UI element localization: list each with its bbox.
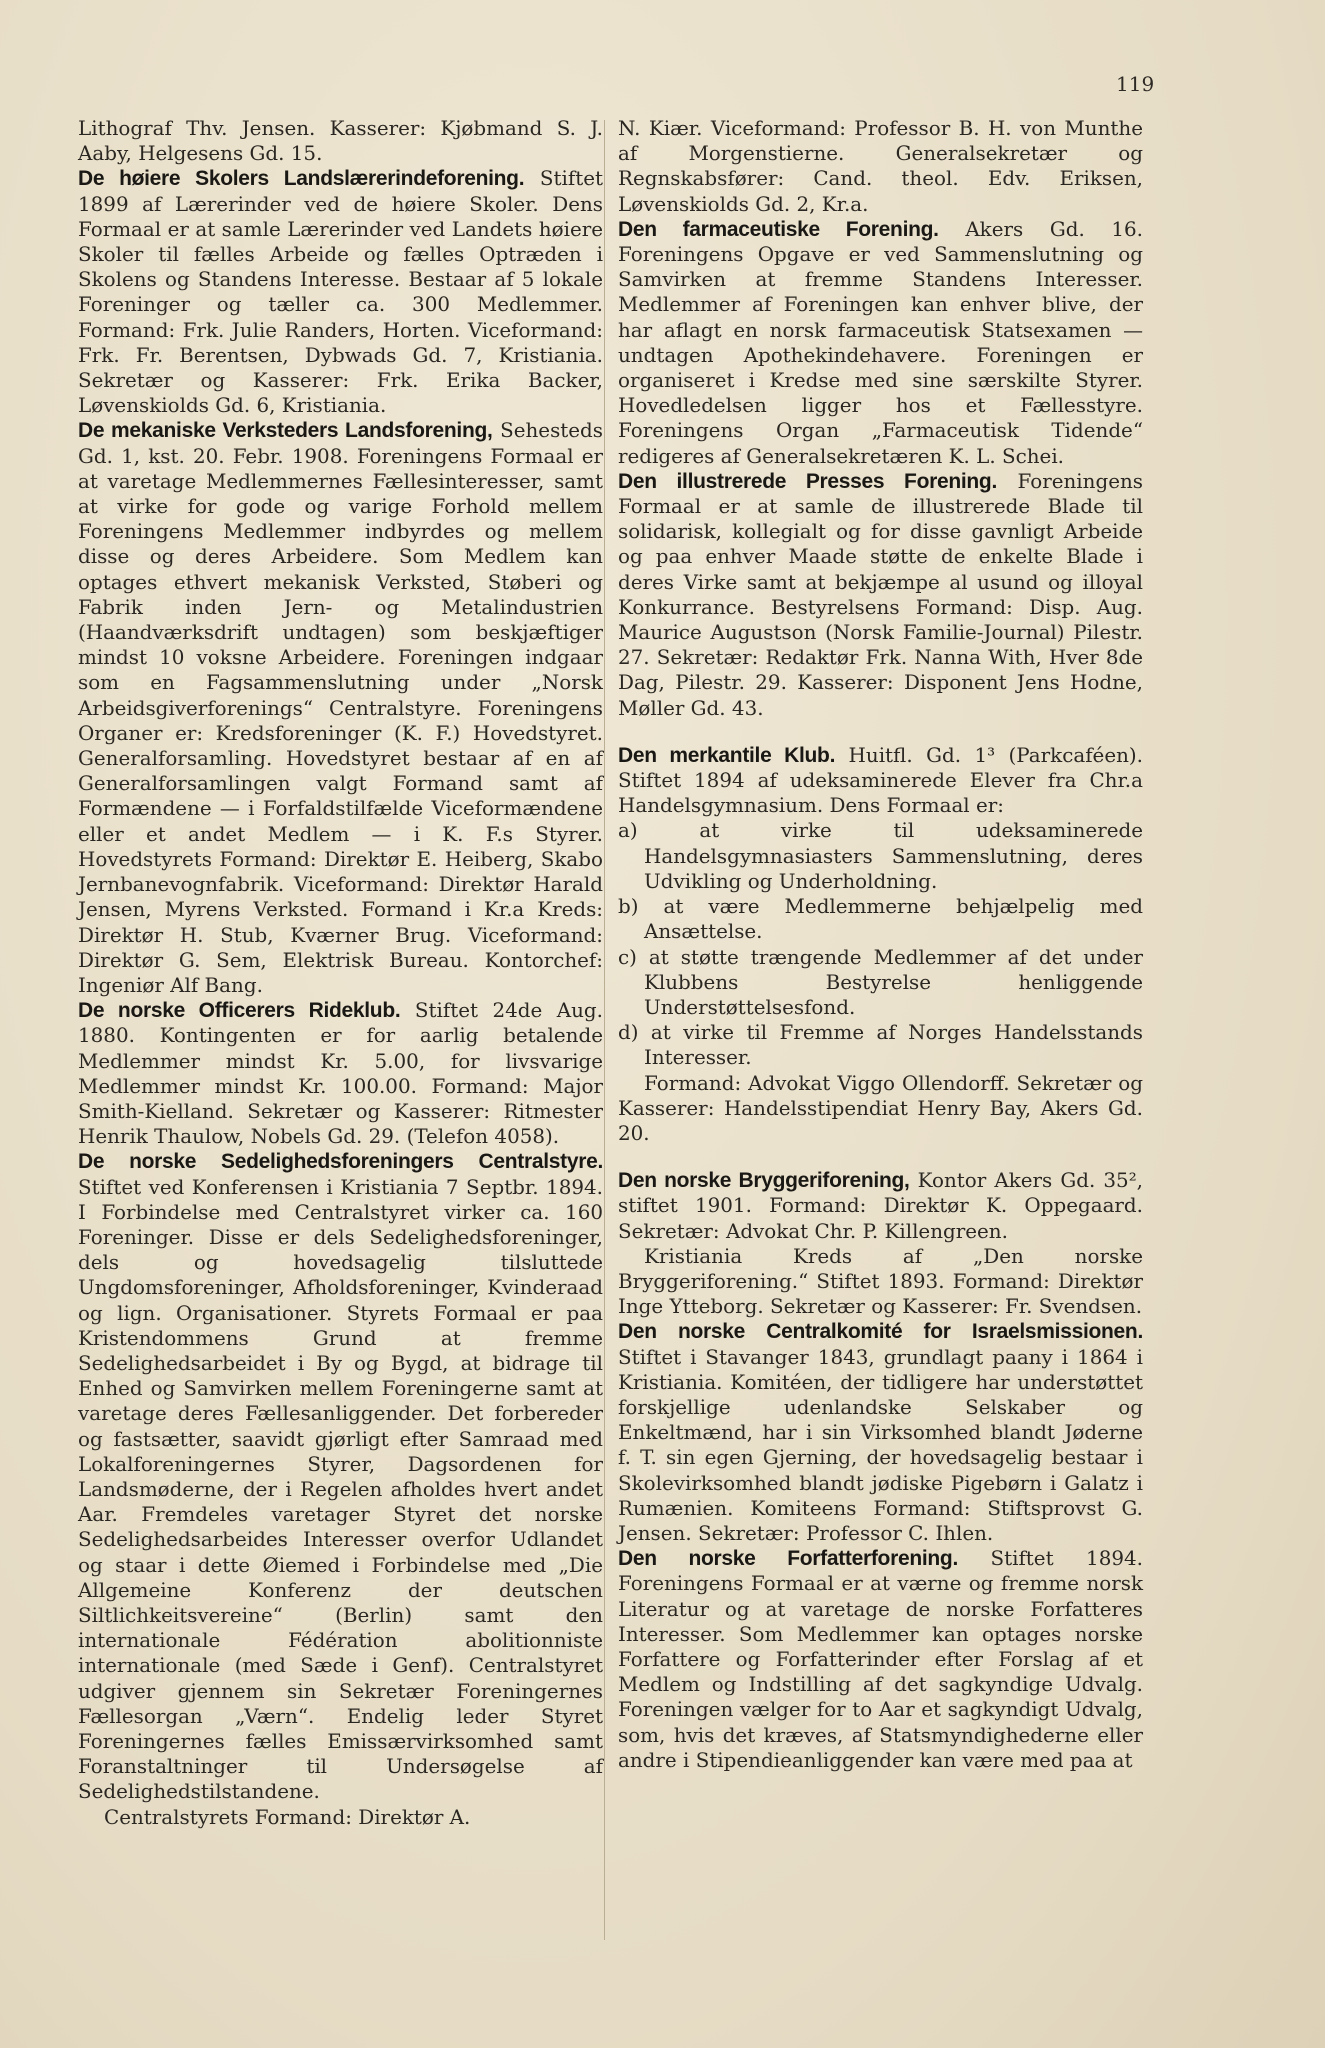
entry-heading: Den norske Forfatterforening. [618, 1547, 958, 1571]
paragraph: Centralstyrets Formand: Direktør A. [104, 1805, 471, 1829]
entry-heading: De norske Sedelighedsforeningers Centralstyre. [78, 1150, 603, 1174]
entry-forfatterforening [618, 1546, 1143, 1773]
entry-heading: Den farmaceutiske Forening. [618, 217, 939, 241]
entry-heading: De mekaniske Verksteders Landsforening, [78, 419, 493, 443]
entry-farmaceutiske-forening [618, 217, 1143, 469]
page-number: 119 [1116, 72, 1155, 96]
entry-body: Akers Gd. 16. Foreningens Opgave er ved Sammenslutning og Samvirken at fremme Standens Interesser. Medlemmer af Foreningen kan enhver blive, der har aflagt en norsk farmaceutisk Statsexamen — undtagen Apothekindehavere. Foreningen er organiseret i Kredse med sine særskilte Styrer. Hovedledelsen ligger hos et Fællesstyre. Foreningens Organ „Farmaceutisk Tidende“ redigeres af Generalsekretæren K. L. Schei. [618, 217, 1144, 468]
entry-officerers-rideklub [78, 998, 603, 1149]
entry-bryggeriforening [618, 1168, 1143, 1244]
list-item: b) at være Medlemmerne behjælpelig med Ansættelse. [618, 895, 1143, 944]
entry-heading: De høiere Skolers Landslærerindeforening. [78, 167, 525, 191]
entry-body: Stiftet 1899 af Lærerinder ved de høiere Skoler. Dens Formaal er at samle Lærerinder ved Landets høiere Skoler til fælles Arbeide og fælles Optræden i Skolens og Standens Interesse. Bestaar af 5 lokale Foreninger og tæller ca. 300 Medlemmer. Formand: Frk. Julie Randers, Horten. Viceformand: Frk. Fr. Berentsen, Dybwads Gd. 7, Kristiania. Sekretær og Kasserer: Frk. Erika Backer, Løvenskiolds Gd. 6, Kristiania. [78, 167, 603, 418]
entry-illustrerede-presses [618, 469, 1143, 721]
entry-body: Foreningens Formaal er at samle de illustrerede Blade til solidarisk, kollegialt og for disse gavnligt Arbeide og paa enhver Maade støtte de enkelte Blade i deres Virke samt at bekjæmpe al usund og illoyal Konkurrance. Bestyrelsens Formand: Disp. Aug. Maurice Augustson (Norsk Familie-Journal) Pilestr. 27. Sekretær: Redaktør Frk. Nanna With, Hver 8de Dag, Pilestr. 29. Kasserer: Disponent Jens Hodne, Møller Gd. 43. [618, 469, 1143, 720]
entry-heading: Den illustrerede Presses Forening. [618, 469, 997, 493]
entry-body: Stiftet ved Konferensen i Kristiania 7 Septbr. 1894. I Forbindelse med Centralstyret virker ca. 160 Foreninger. Disse er dels Sedelighedsforeninger, dels og hovedsagelig tilsluttede Ungdomsforeninger, Afholdsforeninger, Kvinderaad og lign. Organisationer. Styrets Formaal er paa Kristendommens Grund at fremme Sedelighedsarbeidet i By og Bygd, at bidrage til Enhed og Samvirken mellem Foreningerne samt at varetage deres Fællesanliggender. Det forbereder og fastsætter, saavidt gjørligt efter Samraad med Lokalforeningernes Styrer, Dagsordenen for Landsmøderne, der i Regelen afholdes hvert andet Aar. Fremdeles varetager Styret det norske Sedelighedsarbeides Interesser overfor Udlandet og staar i dette Øiemed i Forbindelse med „Die Allgemeine Konferenz der deutschen Siltlichkeitsvereine“ (Berlin) samt den internationale Fédération abolitionniste internationale (med Sæde i Genf). Centralstyret udgiver gjennem sin Sekretær Foreningernes Fællesorgan „Værn“. Endelig leder Styret Foreningernes fælles Emissærvirksomhed samt Foranstaltninger til Undersøgelse af Sedelighedstilstandene. [78, 1175, 603, 1804]
left-column [78, 116, 603, 1830]
entry-heading: Den norske Bryggeriforening, [618, 1169, 910, 1193]
entry-sedelighedsforeninger [78, 1149, 603, 1804]
paragraph: Lithograf Thv. Jensen. Kasserer: Kjøbmand S. J. Aaby, Helgesens Gd. 15. [78, 117, 603, 166]
entry-merkantile-klub [618, 743, 1143, 819]
entry-body: Stiftet 24de Aug. 1880. Kontingenten er for aarlig betalende Medlemmer mindst Kr. 5.00, for livsvarige Medlemmer mindst Kr. 100.00. Formand: Major Smith-Kielland. Sekretær og Kasserer: Ritmester Henrik Thaulow, Nobels Gd. 29. (Telefon 4058). [78, 999, 603, 1149]
paragraph: N. Kiær. Viceformand: Professor B. H. von Munthe af Morgenstierne. Generalsekretær og Regnskabsfører: Cand. theol. Edv. Eriksen, Løvenskiolds Gd. 2, Kr.a. [618, 117, 1143, 216]
list-item: a) at virke til udeksaminerede Handelsgymnasiasters Sammenslutning, deres Udvikling og Underholdning. [618, 819, 1143, 893]
entry-body: Stiftet 1894. Foreningens Formaal er at værne og fremme norsk Literatur og at varetage de norske Forfatteres Interesser. Som Medlemmer kan optages norske Forfattere og Forfatterinder efter Forslag af et Medlem og Indstilling af det sagkyndige Udvalg. Foreningen vælger for to Aar et sagkyndigt Udvalg, som, hvis det kræves, af Statsmyndighederne eller andre i Stipendieanliggender kan være med paa at [618, 1547, 1143, 1772]
entry-israelsmissionen [618, 1319, 1143, 1546]
list-item: d) at virke til Fremme af Norges Handelsstands Interesser. [618, 1021, 1143, 1070]
paragraph: Kristiania Kreds af „Den norske Bryggeriforening.“ Stiftet 1893. Formand: Direktør Inge Ytteborg. Sekretær og Kasserer: Fr. Svendsen. [618, 1244, 1143, 1319]
right-column [618, 116, 1143, 1773]
entry-body: Sehesteds Gd. 1, kst. 20. Febr. 1908. Foreningens Formaal er at varetage Medlemmernes Fællesinteresser, samt at virke for gode og varige Forhold mellem Foreningens Medlemmer indbyrdes og mellem disse og deres Arbeidere. Som Medlem kan optages ethvert mekanisk Verksted, Støberi og Fabrik inden Jern- og Metalindustrien (Haandværksdrift undtagen) som beskjæftiger mindst 10 voksne Arbeidere. Foreningen indgaar som en Fagsammenslutning under „Norsk Arbeidsgiverforenings“ Centralstyre. Foreningens Organer er: Kredsforeninger (K. F.) Hovedstyret. Generalforsamling. Hovedstyret bestaar af en af Generalforsamlingen valgt Formand samt af Formændene — i Forfaldstilfælde Viceformændene eller et andet Medlem — i K. F.s Styrer. Hovedstyrets Formand: Direktør E. Heiberg, Skabo Jernbanevognfabrik. Viceformand: Direktør Harald Jensen, Myrens Verksted. Formand i Kr.a Kreds: Direktør H. Stub, Kværner Brug. Viceformand: Direktør G. Sem, Elektrisk Bureau. Kontorchef: Ingeniør Alf Bang. [78, 419, 603, 997]
entry-heading: Den merkantile Klub. [618, 743, 836, 767]
entry-mekaniske-verksteder [78, 418, 603, 998]
column-divider [604, 120, 605, 1940]
entry-heading: De norske Officerers Rideklub. [78, 999, 401, 1023]
paragraph: Formand: Advokat Viggo Ollendorff. Sekretær og Kasserer: Handelsstipendiat Henry Bay, Akers Gd. 20. [618, 1071, 1143, 1145]
entry-body: Kontor Akers Gd. 35², stiftet 1901. Formand: Direktør K. Oppegaard. Sekretær: Advokat Chr. P. Killengreen. [618, 1169, 1143, 1243]
entry-hoiere-skolers [78, 166, 603, 418]
list-item: c) at støtte trængende Medlemmer af det under Klubbens Bestyrelse henliggende Understøttelsesfond. [618, 945, 1143, 1019]
entry-heading: Den norske Centralkomité for Israelsmissionen. [618, 1320, 1143, 1344]
entry-body: Huitfl. Gd. 1³ (Parkcaféen). Stiftet 1894 af udeksaminerede Elever fra Chr.a Handelsgymnasium. Dens Formaal er: [618, 743, 1143, 818]
entry-body: Stiftet i Stavanger 1843, grundlagt paany i 1864 i Kristiania. Komitéen, der tidligere har understøttet forskjellige udenlandske Selskaber og Enkeltmænd, har i sin Virksomhed blandt Jøderne f. T. sin egen Gjerning, der hovedsagelig bestaar i Skolevirksomhed blandt jødiske Pigebørn i Galatz i Rumænien. Komiteens Formand: Stiftsprovst G. Jensen. Sekretær: Professor C. Ihlen. [618, 1345, 1143, 1545]
